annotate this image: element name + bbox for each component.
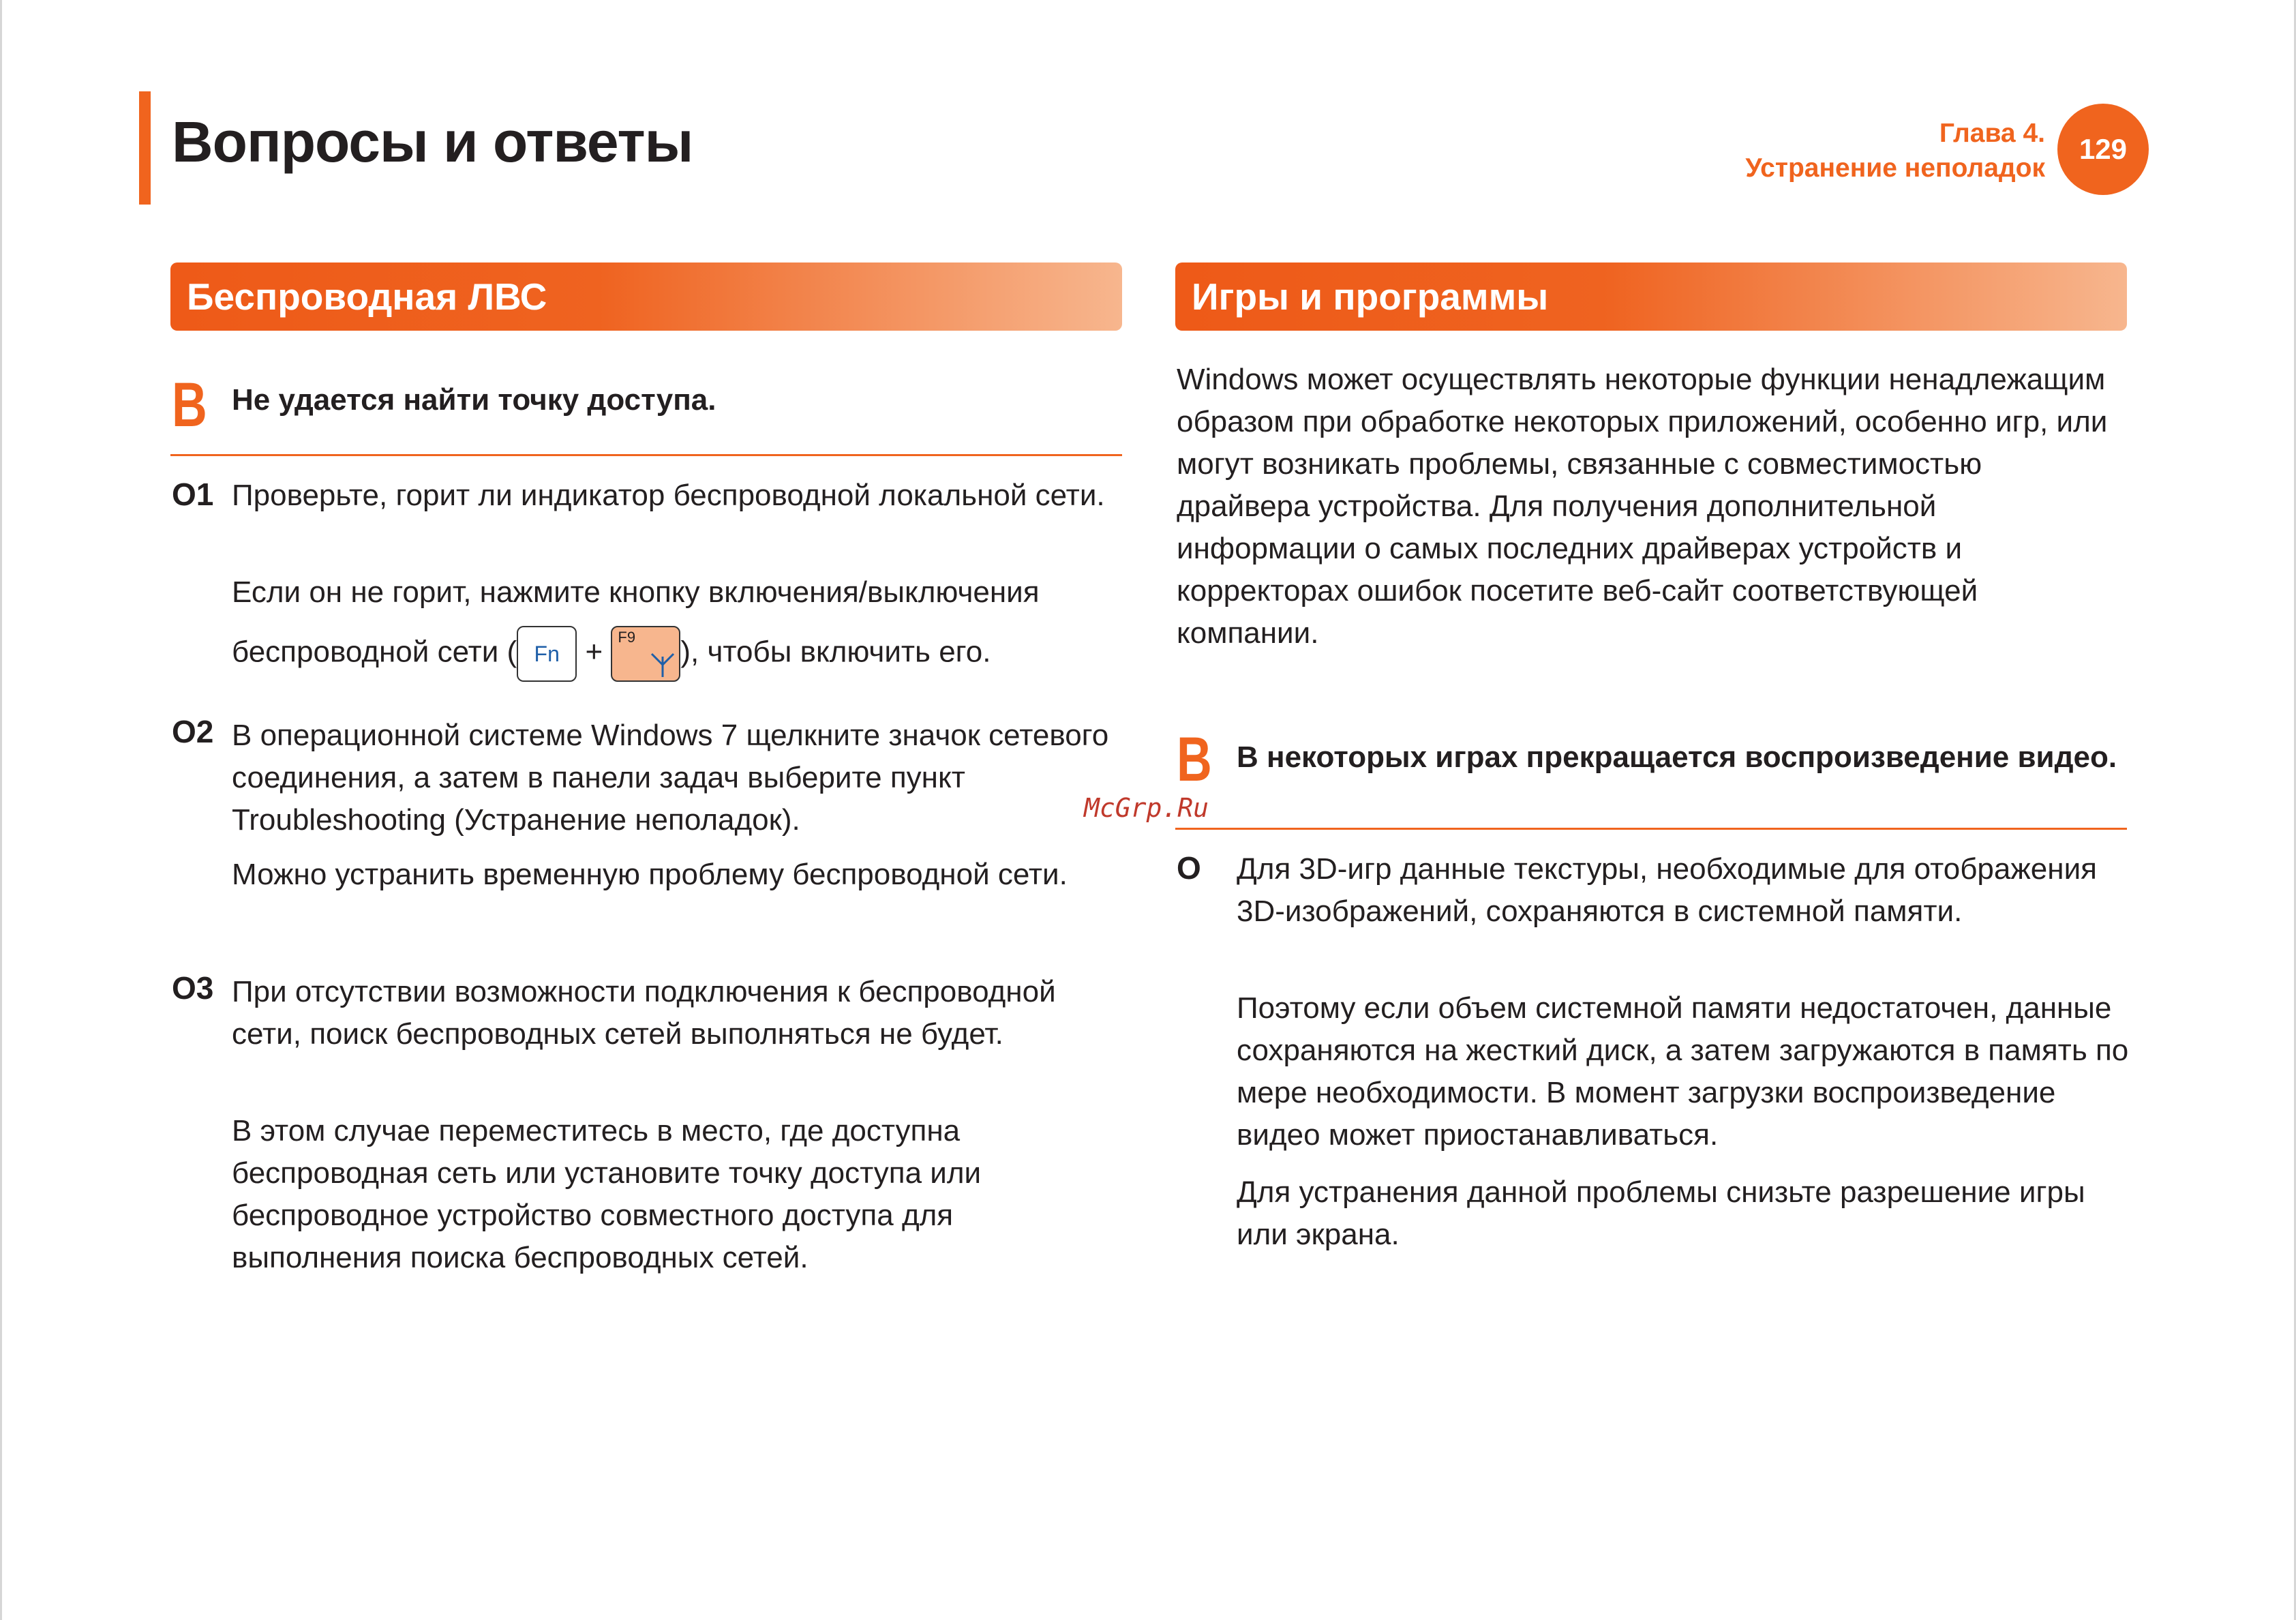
page-number-badge: 129 — [2057, 104, 2149, 195]
intro-paragraph: Windows может осуществлять некоторые функции ненадлежащим образом при обработке некоторых приложений, особенно игр, или могут возникать проблемы, связанные с совместимостью драйвера устройства. Для получения дополнительной информации о самых последних драйверах устройств и корректорах ошибок посетите веб-сайт соответствующей компании. — [1177, 363, 2108, 650]
question-divider — [1175, 828, 2127, 830]
f9-wireless-key — [611, 626, 680, 682]
fn-key: Fn — [517, 626, 577, 682]
chapter-number: Глава 4. — [1939, 119, 2045, 148]
answer-line-with-keys — [232, 626, 1138, 682]
page-edge-left — [0, 0, 2, 1620]
question-marker: В — [1177, 725, 1212, 794]
answer-text: беспроводной сети ( — [232, 635, 517, 669]
answer-paragraph: При отсутствии возможности подключения к беспроводной сети, поиск беспроводных сетей выполняться не будет. — [232, 975, 1056, 1051]
question-divider — [170, 454, 1122, 456]
answer-line: Если он не горит, нажмите кнопку включения/выключения — [232, 575, 1040, 609]
answer-paragraph: Проверьте, горит ли индикатор беспроводной локальной сети. — [232, 479, 1105, 512]
answer-text: ), чтобы включить его. — [680, 635, 991, 669]
antenna-icon — [650, 648, 675, 690]
answer-label: О2 — [172, 714, 214, 749]
answer-paragraph: Можно устранить временную проблему беспроводной сети. — [232, 858, 1068, 891]
answer-label: О3 — [172, 970, 214, 1006]
answer-label: О — [1177, 850, 1201, 886]
chapter-label — [1745, 116, 2045, 185]
page-title: Вопросы и ответы — [172, 110, 693, 174]
title-accent-bar — [139, 91, 151, 205]
question-text: В некоторых играх прекращается воспроизведение видео. — [1237, 740, 2117, 774]
answer-paragraph: В этом случае переместитесь в место, где доступна беспроводная сеть или установите точку доступа или беспроводное устройство совместного доступа для выполнения поиска беспроводных сетей. — [232, 1114, 982, 1274]
answer-paragraph: Для устранения данной проблемы снизьте разрешение игры или экрана. — [1237, 1175, 2085, 1251]
question-text: Не удается найти точку доступа. — [232, 383, 716, 417]
answer-paragraph — [232, 571, 1138, 682]
answer-label: О1 — [172, 477, 214, 512]
chapter-title: Устранение неполадок — [1745, 153, 2045, 183]
section-header-games: Игры и программы — [1175, 262, 2127, 331]
watermark: McGrp.Ru — [1084, 793, 1209, 823]
answer-paragraph: Поэтому если объем системной памяти недостаточен, данные сохраняются на жесткий диск, а затем загружаются в память по мере необходимости. В момент загрузки воспроизведение видео может приостанавливаться. — [1237, 991, 2129, 1152]
section-header-wireless-lan: Беспроводная ЛВС — [170, 262, 1122, 331]
plus-sign: + — [585, 635, 603, 669]
question-marker: В — [172, 370, 207, 440]
answer-paragraph: Для 3D-игр данные текстуры, необходимые для отображения 3D-изображений, сохраняются в системной памяти. — [1237, 852, 2097, 928]
answer-paragraph: В операционной системе Windows 7 щелкните значок сетевого соединения, а затем в панели задач выберите пункт Troubleshooting (Устранение неполадок). — [232, 719, 1109, 837]
f9-key-label: F9 — [618, 629, 636, 646]
